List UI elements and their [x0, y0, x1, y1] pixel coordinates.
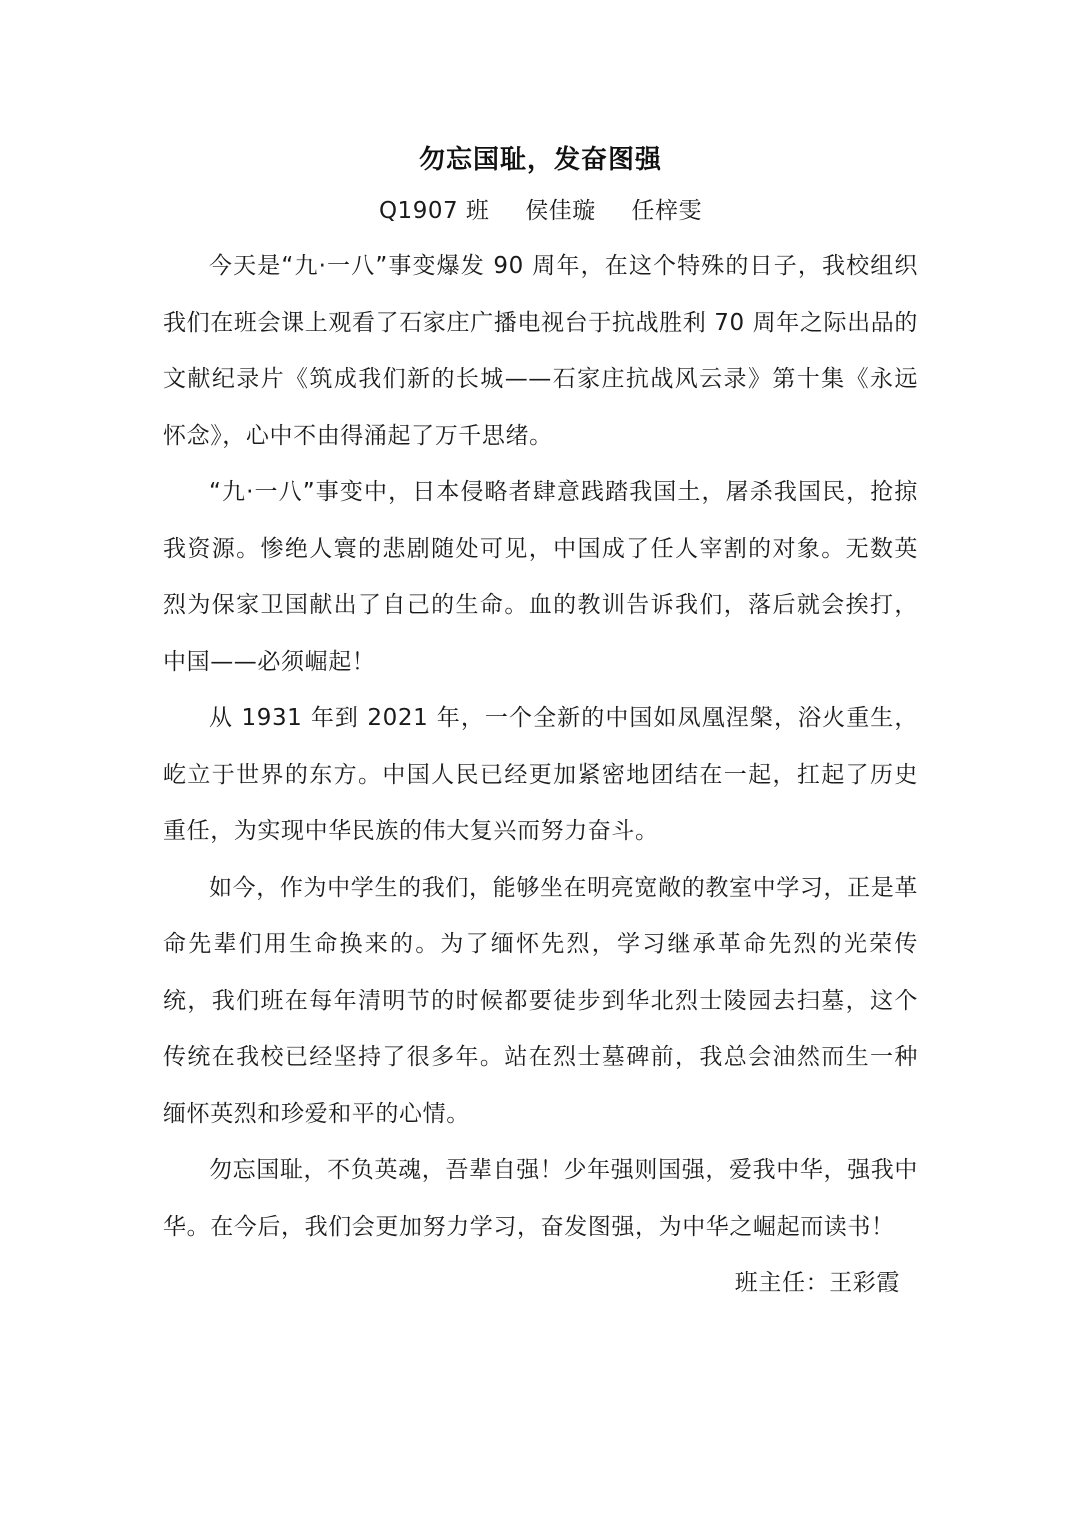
document	[163, 136, 918, 1311]
paragraph-1: 今天是“九·一八”事变爆发 90 周年，在这个特殊的日子，我校组织我们在班会课上观看了石家庄广播电视台于抗战胜利 70 周年之际出品的文献纪录片《筑成我们新的长城——石家庄抗战风云录》第十集《永远怀念》，心中不由得涌起了万千思绪。	[163, 253, 918, 449]
document-title: 勿忘国耻，发奋图强	[418, 145, 662, 175]
paragraph-4: 如今，作为中学生的我们，能够坐在明亮宽敞的教室中学习，正是革命先辈们用生命换来的。为了缅怀先烈，学习继承革命先烈的光荣传统，我们班在每年清明节的时候都要徒步到华北烈士陵园去扫墓，这个传统在我校已经坚持了很多年。站在烈士墓碑前，我总会油然而生一种缅怀英烈和珍爱和平的心情。	[163, 874, 918, 1127]
paragraph-2: “九·一八”事变中，日本侵略者肆意践踏我国土，屠杀我国民，抢掠我资源。惨绝人寰的悲剧随处可见，中国成了任人宰割的对象。无数英烈为保家卫国献出了自己的生命。血的教训告诉我们，落后就会挨打，中国——必须崛起！	[163, 479, 918, 675]
paragraph-3: 从 1931 年到 2021 年，一个全新的中国如凤凰涅槃，浴火重生，屹立于世界的东方。中国人民已经更加紧密地团结在一起，扛起了历史重任，为实现中华民族的伟大复兴而努力奋斗。	[163, 705, 918, 844]
byline-author-2: 任梓雯	[631, 198, 703, 224]
signature: 班主任：王彩霞	[734, 1270, 900, 1296]
byline-class: Q1907 班	[378, 198, 490, 224]
byline	[163, 184, 918, 238]
paragraph-5: 勿忘国耻，不负英魂，吾辈自强！少年强则国强，爱我中华，强我中华。在今后，我们会更加努力学习，奋发图强，为中华之崛起而读书！	[163, 1157, 918, 1240]
byline-author-1: 侯佳璇	[525, 198, 596, 224]
